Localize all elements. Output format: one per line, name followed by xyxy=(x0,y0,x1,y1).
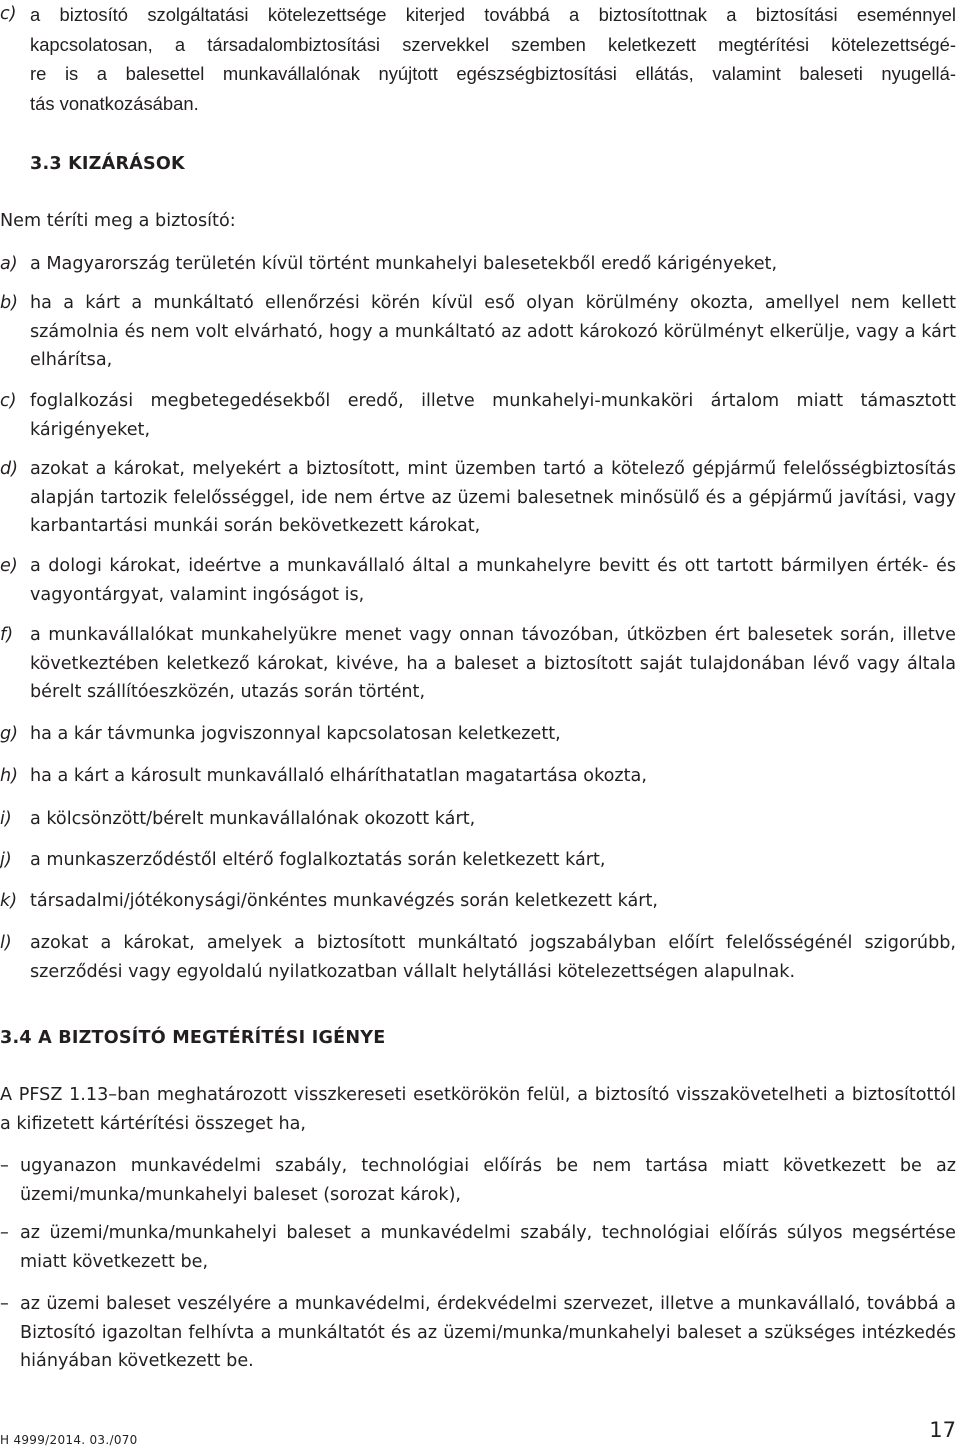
list-item xyxy=(0,887,960,916)
list-marker: f) xyxy=(0,625,14,645)
document-code: H 4999/2014. 03./070 xyxy=(0,1433,138,1447)
list-marker: l) xyxy=(0,933,12,953)
list-item-text: ugyanazon munkavédelmi szabály, technológiai előírás be nem tartása miatt következett be az üzemi/munka/munkahelyi baleset (sorozat károk), xyxy=(20,1156,956,1205)
list-item xyxy=(0,289,960,375)
list-item xyxy=(0,1219,960,1276)
list-marker: h) xyxy=(0,766,19,786)
paragraph-line: kapcsolatosan, a társadalombiztosítási szervekkel szemben keletkezett megtérítési kötelezettségé- xyxy=(30,33,956,55)
list-item-text: a munkaszerződéstől eltérő foglalkoztatás során keletkezett kárt, xyxy=(30,850,606,870)
section-intro: Nem téríti meg a biztosító: xyxy=(0,211,236,231)
list-item-text: foglalkozási megbetegedésekből eredő, illetve munkahelyi-munkaköri ártalom miatt támasztott kárigényeket, xyxy=(30,391,956,440)
paragraph-line: tás vonatkozásában. xyxy=(30,92,199,114)
list-item xyxy=(0,1290,960,1376)
list-marker: d) xyxy=(0,459,19,479)
list-item xyxy=(0,250,960,279)
list-item-text: az üzemi baleset veszélyére a munkavédelmi, érdekvédelmi szervezet, illetve a munkavállaló, továbbá a Biztosító igazoltan felhívta a munkáltatót és az üzemi/munka/munkahelyi baleset a szükséges intézkedés hiányában következett be. xyxy=(20,1294,956,1371)
section-heading: 3.4 A BIZTOSÍTÓ MEGTÉRÍTÉSI IGÉNYE xyxy=(0,1028,386,1048)
list-item xyxy=(0,805,960,834)
list-item-text: azokat a károkat, amelyek a biztosított munkáltató jogszabályban előírt felelősségénél szigorúbb, szerződési vagy egyoldalú nyilatkozatban vállalt helytállási kötelezettségen alapulnak. xyxy=(30,933,956,982)
list-marker: g) xyxy=(0,724,19,744)
list-marker: b) xyxy=(0,293,19,313)
list-item xyxy=(0,455,960,541)
list-item-text: ha a kárt a károsult munkavállaló elháríthatatlan magatartása okozta, xyxy=(30,766,647,786)
list-item xyxy=(0,929,960,986)
list-item-text: a munkavállalókat munkahelyükre menet vagy onnan távozóban, útközben ért balesetek során, illetve következtében keletkező károkat, kivéve, ha a baleset a biztosított saját tulajdonában lévő vagy általa bérelt szállítóeszközén, utazás során történt, xyxy=(30,625,956,702)
page-number: 17 xyxy=(929,1418,956,1442)
paragraph-line: re is a balesettel munkavállalónak nyújtott egészségbiztosítási ellátás, valamint baleseti nyugellá- xyxy=(30,63,956,84)
list-marker: j) xyxy=(0,850,12,870)
list-item xyxy=(0,1152,960,1209)
section-intro: A PFSZ 1.13–ban meghatározott visszkereseti esetkörökön felül, a biztosító visszakövetelheti a biztosítottól a kifizetett kártérítési összeget ha, xyxy=(0,1085,956,1134)
paragraph-line: a biztosító szolgáltatási kötelezettsége kiterjed továbbá a biztosítottnak a biztosítási eseménnyel xyxy=(30,4,956,25)
list-item xyxy=(0,762,960,791)
list-marker: c) xyxy=(0,391,17,411)
list-item xyxy=(0,0,960,118)
list-item-text: ha a kár távmunka jogviszonnyal kapcsolatosan keletkezett, xyxy=(30,724,561,744)
list-item xyxy=(0,387,960,444)
list-item xyxy=(0,552,960,609)
list-item-text: az üzemi/munka/munkahelyi baleset a munkavédelmi szabály, technológiai előírás súlyos megsértése miatt következett be, xyxy=(20,1223,956,1272)
list-item xyxy=(0,846,960,875)
list-item-text: társadalmi/jótékonysági/önkéntes munkavégzés során keletkezett kárt, xyxy=(30,891,659,911)
list-marker: – xyxy=(0,1294,9,1314)
section-heading: 3.3 KIZÁRÁSOK xyxy=(30,154,185,174)
list-marker: – xyxy=(0,1156,9,1176)
list-item-text: azokat a károkat, melyekért a biztosított, mint üzemben tartó a kötelező gépjármű felelősségbiztosítás alapján tartozik felelősséggel, ide nem értve az üzemi balesetnek minősülő és a gépjármű javítási, vagy karbantartási munkái során bekövetkezett károkat, xyxy=(30,459,956,536)
list-item-text: ha a kárt a munkáltató ellenőrzési körén kívül eső olyan körülmény okozta, amellyel nem kellett számolnia és nem volt elvárható, hogy a munkáltató az adott károkozó körülményt elkerülje, vagy a kárt elhárítsa, xyxy=(30,293,956,370)
list-marker: a) xyxy=(0,254,18,274)
list-item-text: a dologi károkat, ideértve a munkavállaló által a munkahelyre bevitt és ott tartott bármilyen érték- és vagyontárgyat, valamint ingóságot is, xyxy=(30,556,956,605)
list-marker: c) xyxy=(0,4,17,24)
list-item-text: a Magyarország területén kívül történt munkahelyi balesetekből eredő kárigényeket, xyxy=(30,254,778,274)
list-marker: i) xyxy=(0,809,12,829)
list-marker: e) xyxy=(0,556,18,576)
list-item-text: a kölcsönzött/bérelt munkavállalónak okozott kárt, xyxy=(30,809,476,829)
list-marker: k) xyxy=(0,891,18,911)
list-marker: – xyxy=(0,1223,9,1243)
list-item xyxy=(0,621,960,707)
list-item xyxy=(0,720,960,749)
